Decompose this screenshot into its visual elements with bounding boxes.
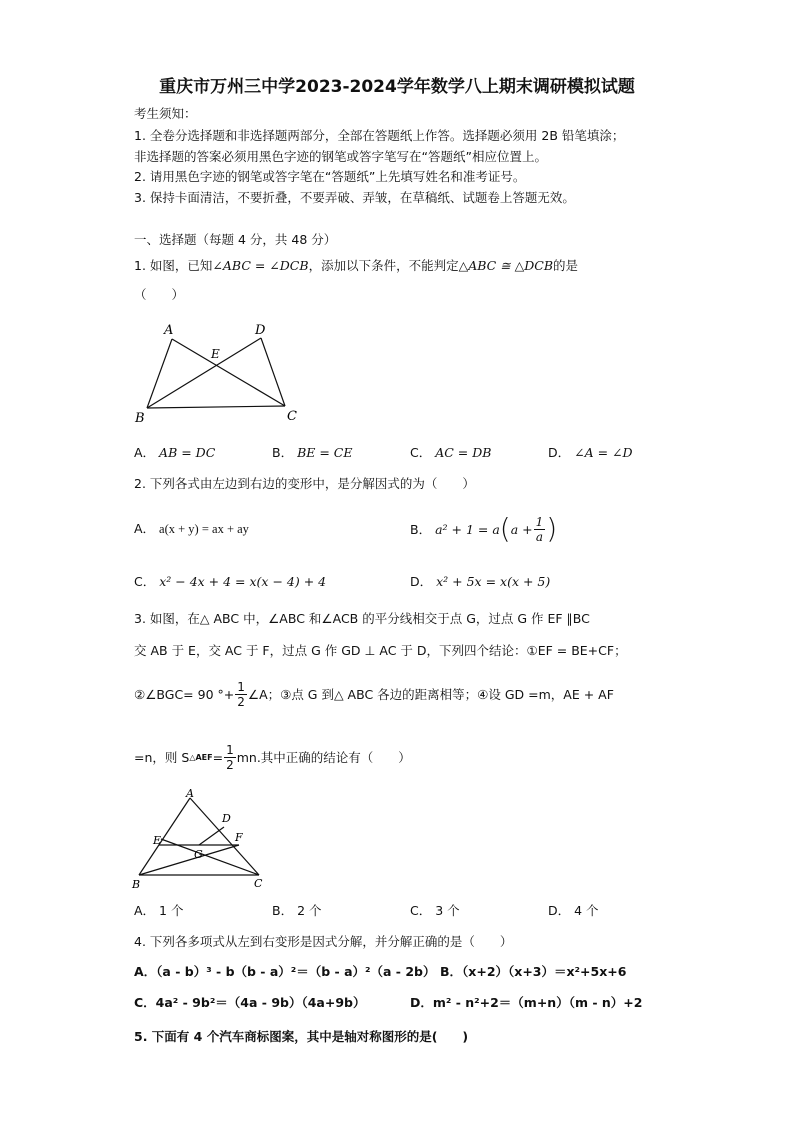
q3-label-c: C	[254, 877, 263, 890]
question-3-line-1: 3. 如图，在△ ABC 中，∠ABC 和∠ACB 的平分线相交于点 G，过点 G 作 EF ∥BC	[134, 611, 590, 626]
q2-option-b-denominator: a	[535, 529, 544, 544]
q1-congruence: △ABC ≅ △DCB	[458, 258, 554, 273]
q2-option-c[interactable]	[134, 572, 326, 590]
q3-label-f: F	[235, 831, 243, 844]
q3-option-d-key: D．	[548, 903, 571, 918]
q4-option-d[interactable]: D．m² - n²+2＝（m+n）（m - n）+2	[410, 995, 643, 1010]
notice-line-3: 3. 保持卡面清洁，不要折叠，不要弄破、弄皱，在草稿纸、试题卷上答题无效。	[134, 190, 575, 205]
q1-label-c: C	[287, 409, 297, 424]
q1-label-e: E	[211, 347, 220, 361]
q2-option-b-inner: a +	[510, 521, 533, 537]
q1-option-b-key: B．	[272, 445, 294, 460]
q3-segment-gd	[199, 827, 224, 845]
q1-option-d-key: D．	[548, 445, 571, 460]
notice-line-1: 1. 全卷分选择题和非选择题两部分，全部在答题纸上作答。选择题必须用 2B 铅笔填涂；	[134, 128, 625, 143]
q3-fraction-2-denominator: 2	[226, 757, 234, 772]
q3-option-c-text: 3 个	[435, 903, 460, 918]
q1-stem-part-c: 的是	[553, 258, 579, 273]
q3-option-a[interactable]	[134, 901, 183, 919]
q2-option-b-lhs: a² + 1 = a	[435, 521, 500, 537]
q3-label-g: G	[194, 848, 203, 861]
question-2-stem: 2. 下列各式由左边到右边的变形中，是分解因式的为（ ）	[134, 476, 475, 491]
q2-option-b-numerator: 1	[535, 514, 544, 529]
q2-option-a-text: a(x + y) = ax + ay	[159, 522, 249, 536]
q1-label-d: D	[255, 323, 266, 338]
q3-option-d-text: 4 个	[574, 903, 599, 918]
q2-option-b[interactable]	[410, 508, 557, 550]
q3-area-subscript: △AEF	[189, 752, 213, 762]
q3-option-c-key: C．	[410, 903, 432, 918]
q4-option-c[interactable]: C．4a² - 9b²＝（4a - 9b）（4a+9b）	[134, 995, 366, 1010]
notice-line-1b: 非选择题的答案必须用黑色字迹的钢笔或答字笔写在“答题纸”相应位置上。	[134, 149, 547, 164]
q2-option-b-key: B．	[410, 522, 432, 537]
q1-option-d[interactable]	[548, 443, 633, 461]
question-4-stem: 4. 下列各多项式从左到右变形是因式分解，并分解正确的是（ ）	[134, 934, 513, 949]
question-3-line-2: 交 AB 于 E，交 AC 于 F，过点 G 作 GD ⊥ AC 于 D，下列四个结论：①EF = BE+CF；	[134, 643, 627, 658]
q3-line-3-part-b: ∠A；③点 G 到△ ABC 各边的距离相等；④设 GD =m，AE + AF	[247, 687, 614, 702]
q1-segment-db	[147, 338, 261, 408]
question-3-line-3	[134, 676, 614, 712]
q3-option-a-text: 1 个	[159, 903, 184, 918]
q4-option-a[interactable]: A．（a - b）³ - b（b - a）²＝（b - a）²（a - 2b）	[134, 964, 436, 979]
notice-heading: 考生须知：	[134, 106, 197, 121]
q1-option-c[interactable]	[410, 443, 491, 461]
q1-label-b: B	[135, 411, 145, 426]
page-title: 重庆市万州三中学2023-2024学年数学八上期末调研模拟试题	[159, 77, 635, 97]
q3-segment-ac	[190, 798, 259, 875]
q1-stem-part-b: ，添加以下条件，不能判定	[308, 258, 459, 273]
q3-option-c[interactable]	[410, 901, 460, 919]
q3-figure	[128, 784, 278, 894]
q1-option-a-text: AB = DC	[159, 445, 216, 460]
q3-option-b-text: 2 个	[297, 903, 322, 918]
q3-label-b: B	[132, 878, 141, 891]
q1-label-a: A	[164, 323, 174, 338]
q2-option-b-right-paren: )	[546, 512, 558, 545]
q2-option-c-text: x² − 4x + 4 = x(x − 4) + 4	[159, 574, 327, 589]
q2-option-b-fraction	[534, 515, 546, 544]
q3-line-4-part-a: =n，则 S	[134, 750, 190, 765]
q1-segment-ab	[147, 339, 172, 408]
question-3-line-4	[134, 739, 411, 775]
q3-fraction-1-denominator: 2	[237, 694, 245, 709]
q1-segment-bc	[147, 406, 285, 408]
q1-segment-dc	[261, 338, 285, 406]
question-5-stem: 5. 下面有 4 个汽车商标图案，其中是轴对称图形的是( )	[134, 1029, 469, 1044]
q3-option-b[interactable]	[272, 901, 322, 919]
q3-line-3-part-a: ②∠BGC= 90 °+	[134, 686, 235, 702]
q3-segment-ab	[139, 798, 190, 875]
q2-option-d[interactable]	[410, 572, 550, 590]
q2-option-a[interactable]	[134, 519, 249, 537]
q3-option-a-key: A．	[134, 903, 156, 918]
q3-line-4-part-c: mn.其中正确的结论有（ ）	[236, 750, 411, 765]
q1-option-a-key: A．	[134, 445, 156, 460]
q3-option-b-key: B．	[272, 903, 294, 918]
q4-option-b[interactable]: B．（x+2）（x+3）＝x²+5x+6	[440, 964, 627, 979]
q2-option-a-key: A．	[134, 521, 156, 536]
q3-option-d[interactable]	[548, 901, 599, 919]
q3-label-a: A	[186, 787, 194, 800]
q3-label-d: D	[222, 812, 231, 825]
q1-figure	[130, 318, 310, 428]
q3-fraction-1	[235, 680, 247, 709]
q3-fraction-1-numerator: 1	[237, 679, 245, 694]
q1-option-d-text: ∠A = ∠D	[574, 445, 633, 460]
q1-option-b[interactable]	[272, 443, 352, 461]
q1-option-a[interactable]	[134, 443, 215, 461]
section-heading: 一、选择题（每题 4 分，共 48 分）	[134, 232, 337, 247]
q3-fraction-2-numerator: 1	[226, 742, 234, 757]
q1-option-b-text: BE = CE	[297, 445, 353, 460]
q2-option-c-key: C．	[134, 574, 156, 589]
q2-option-b-left-paren: (	[499, 512, 511, 545]
q1-option-c-text: AC = DB	[435, 445, 492, 460]
q1-option-c-key: C．	[410, 445, 432, 460]
q2-option-d-text: x² + 5x = x(x + 5)	[436, 574, 551, 589]
notice-line-2: 2. 请用黑色字迹的钢笔或答字笔在“答题纸”上先填写姓名和准考证号。	[134, 169, 526, 184]
q2-option-d-key: D．	[410, 574, 433, 589]
question-1-stem	[134, 256, 578, 274]
q1-stem-part-a: 1. 如图，已知	[134, 258, 213, 273]
q3-fraction-2	[224, 743, 236, 772]
q3-line-4-equals: =	[212, 749, 224, 765]
q1-answer-paren: （ ）	[134, 287, 185, 302]
q1-segment-ac	[172, 339, 285, 406]
q1-condition: ∠ABC = ∠DCB	[212, 258, 309, 273]
q3-label-e: E	[153, 834, 162, 847]
